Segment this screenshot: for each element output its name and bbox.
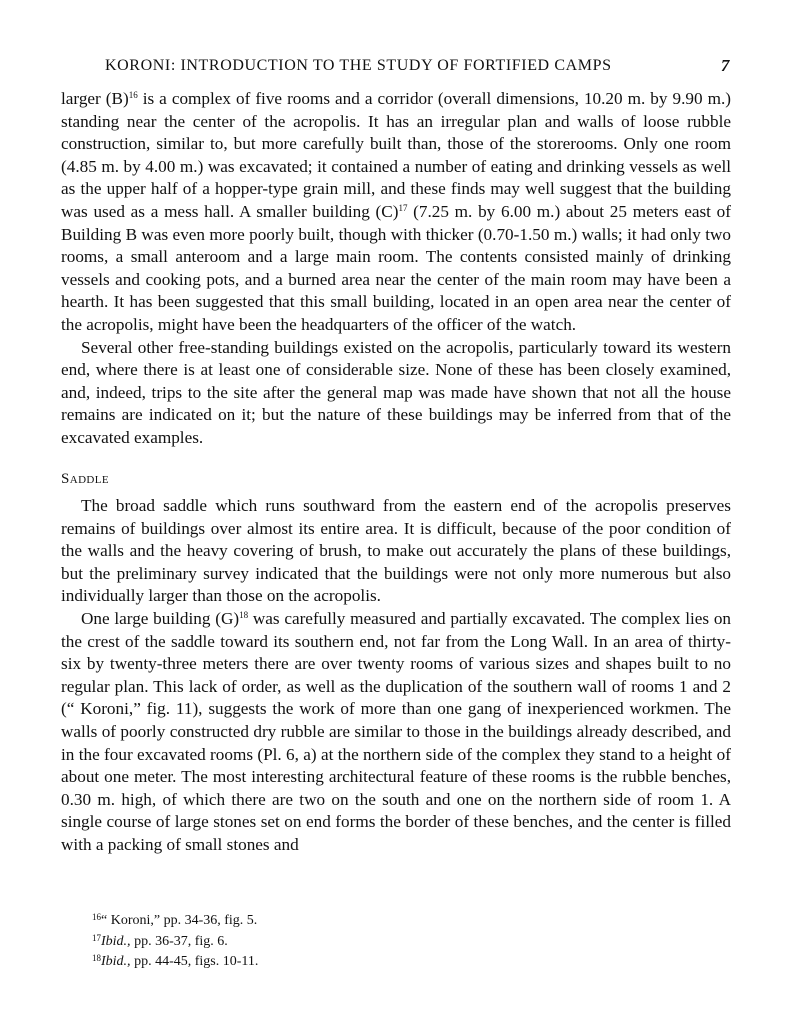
- footnote: [92, 909, 692, 930]
- footnote-number: 17: [92, 932, 101, 943]
- paragraph-1-text-c: (7.25 m. by 6.00 m.) about 25 meters east of Building B was even more poorly built, though with thicker (0.70-1.50 m.) walls; it had only two rooms, a small anteroom and a large main room. The contents consisted mainly of drinking vessels and cooking pots, and a burned area near the center of the main room may have been a hearth. It has been suggested that this small building, located in an open area near the center of the acropolis, might have been the headquarters of the officer of the watch.: [61, 201, 731, 334]
- footnote-ref-18: 18: [239, 610, 249, 621]
- paragraph-1: [61, 88, 731, 337]
- footnote-ref-17: 17: [398, 202, 408, 213]
- paragraph-1-text-b: is a complex of five rooms and a corridor (overall dimensions, 10.20 m. by 9.90 m.) standing near the center of the acropolis. It has an irregular plan and walls of loose rubble construction, similar to, but more carefully built than, those of the storerooms. Only one room (4.85 m. by 4.00 m.) was excavated; it contained a number of eating and drinking vessels as well as the upper half of a hopper-type grain mill, and these finds may well suggest that the building was used as a mess hall. A smaller building (C): [61, 89, 731, 221]
- footnote-reference: Ibid.,: [101, 933, 131, 949]
- footnote-number: 18: [92, 953, 101, 963]
- running-head-title: KORONI: INTRODUCTION TO THE STUDY OF FORTIFIED CAMPS: [105, 57, 612, 74]
- paragraph-2: Several other free-standing buildings existed on the acropolis, particularly toward its western end, where there is at least one of considerable size. None of these has been closely examined, and, indeed, trips to the site after the general map was made have shown that not all the house remains are indicated on it; but the nature of these buildings may be inferred from that of the excavated examples.: [61, 337, 731, 447]
- footnote-location: pp. 36-37, fig. 6.: [130, 933, 228, 949]
- footnote-ref-16: 16: [128, 90, 138, 100]
- footnote-number: 16: [92, 912, 101, 922]
- body-text: [61, 88, 731, 857]
- footnote-location: pp. 44-45, figs. 10-11.: [130, 954, 259, 969]
- footnotes: [92, 909, 692, 971]
- footnote-reference: “ Koroni,”: [101, 913, 161, 928]
- footnote: [92, 950, 692, 971]
- paragraph-3: The broad saddle which runs southward from the eastern end of the acropolis preserves remains of buildings over almost its entire area. It is difficult, because of the poor condition of the walls and the heavy covering of brush, to make out accurately the plans of these buildings, but the preliminary survey indicated that the buildings were not only more numerous but also individually larger than those on the acropolis.: [61, 496, 731, 606]
- section-heading: Saddle: [61, 470, 110, 487]
- footnote: [92, 930, 692, 951]
- paragraph-4: [61, 608, 731, 857]
- footnote-location: pp. 34-36, fig. 5.: [160, 913, 258, 928]
- paragraph-1-text-a: larger (B): [61, 89, 129, 108]
- paragraph-4-text-a: One large building (G): [81, 609, 240, 629]
- paragraph-4-text-b: was carefully measured and partially excavated. The complex lies on the crest of the saddle toward its southern end, not far from the Long Wall. In an area of thirty-six by twenty-three meters there are over twenty rooms of various sizes and shapes built to no regular plan. This lack of order, as well as the duplication of the southern wall of rooms 1 and 2 (“ Koroni,” fig. 11), suggests the work of more than one gang of inexperienced workmen. The walls of poorly constructed dry rubble are similar to those in the buildings already described, and in the four excavated rooms (Pl. 6, a) at the northern side of the complex they stand to a height of about one meter. The most interesting architectural feature of these rooms is the rubble benches, 0.30 m. high, of which there are two on the south and one on the northern side of room 1. A single course of large stones set on end forms the border of these benches, and the center is filled with a packing of small stones and: [61, 609, 732, 854]
- page-number: 7: [720, 56, 730, 75]
- footnote-reference: Ibid.,: [101, 954, 131, 969]
